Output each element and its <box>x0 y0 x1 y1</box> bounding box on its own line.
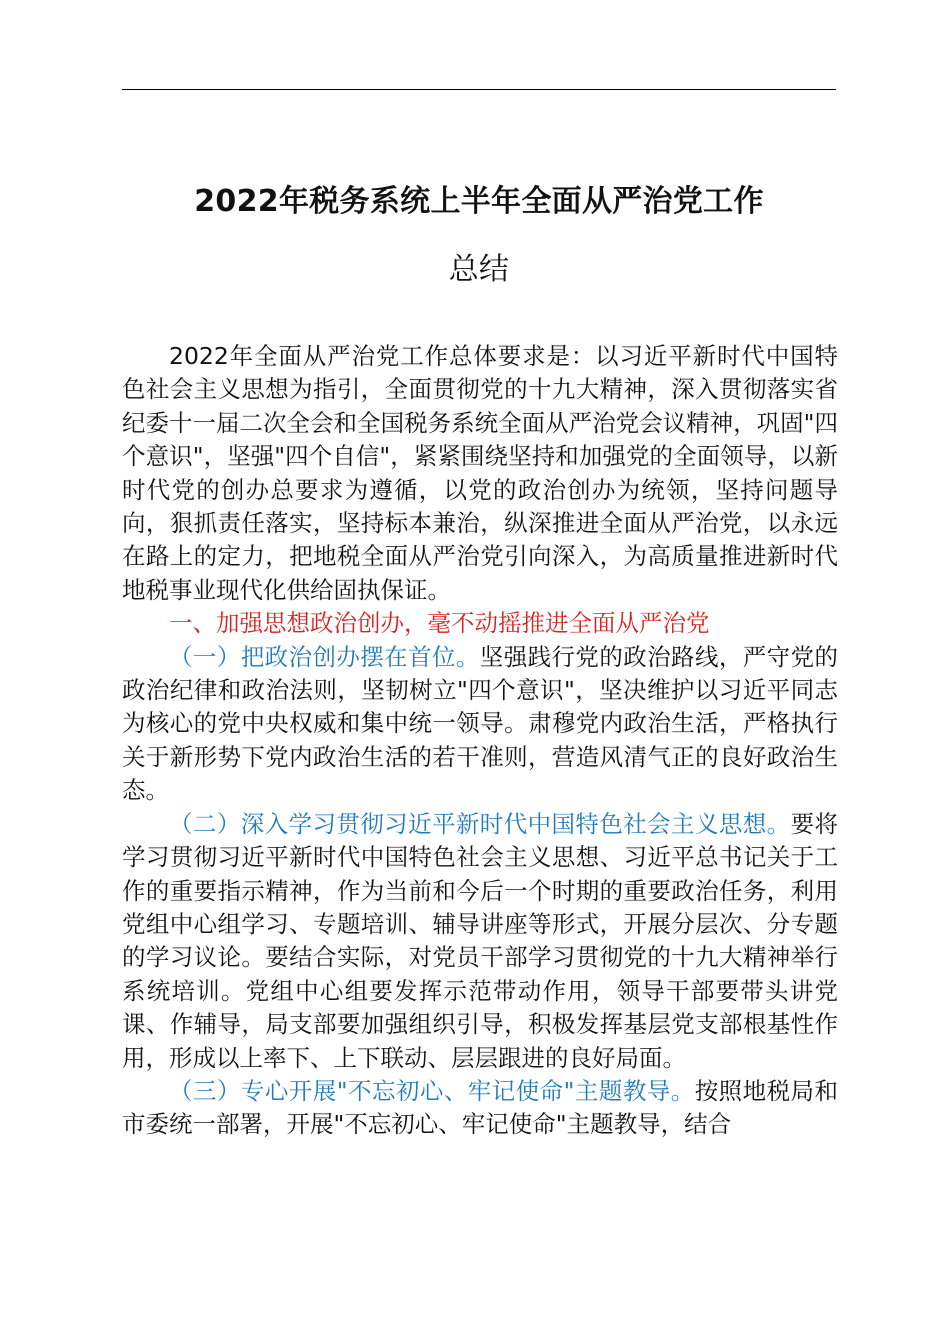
subsection-2-paragraph <box>122 808 838 1075</box>
title-line-2: 总结 <box>448 252 510 287</box>
intro-paragraph: 2022年全面从严治党工作总体要求是：以习近平新时代中国特色社会主义思想为指引，全面贯彻党的十九大精神，深入贯彻落实省纪委十一届二次全会和全国税务系统全面从严治党会议精神，巩固"四个意识"，坚强"四个自信"，紧紧围绕坚持和加强党的全面领导，以新时代党的创办总要求为遵循，以党的政治创办为统领，坚持问题导向，狠抓责任落实，坚持标本兼治，纵深推进全面从严治党，以永远在路上的定力，把地税全面从严治党引向深入，为高质量推进新时代地税事业现代化供给固执保证。 <box>122 342 838 604</box>
section-heading-1: 一、加强思想政治创办，毫不动摇推进全面从严治党 <box>169 609 710 638</box>
subsection-2-heading: （二）深入学习贯彻习近平新时代中国特色社会主义思想。 <box>169 809 791 838</box>
subsection-1-text: 坚强践行党的政治路线，严守党的政治纪律和政治法则，坚韧树立"四个意识"，坚决维护以习近平同志为核心的党中央权威和集中统一领导。肃穆党内政治生活，严格执行关于新形势下党内政治生活的若干准则，营造风清气正的良好政治生态。 <box>122 642 839 805</box>
title-line-1: 2022年税务系统上半年全面从严治党工作 <box>194 184 764 219</box>
document-body <box>122 340 838 1142</box>
subsection-1-paragraph <box>122 641 838 808</box>
subsection-3-heading: （三）专心开展"不忘初心、牢记使命"主题教导。 <box>169 1076 695 1105</box>
subsection-3-text: 按照地税局和市委统一部署，开展"不忘初心、牢记使命"主题教导，结合 <box>122 1076 839 1139</box>
subsection-1-heading: （一）把政治创办摆在首位。 <box>169 642 480 671</box>
header-rule <box>122 89 836 90</box>
document-title <box>122 172 836 300</box>
subsection-3-paragraph <box>122 1075 838 1142</box>
subsection-2-text: 要将学习贯彻习近平新时代中国特色社会主义思想、习近平总书记关于工作的重要指示精神，作为当前和今后一个时期的重要政治任务，利用党组中心组学习、专题培训、辅导讲座等形式，开展分层次、分专题的学习议论。要结合实际，对党员干部学习贯彻党的十九大精神举行系统培训。党组中心组要发挥示范带动作用，领导干部要带头讲党课、作辅导，局支部要加强组织引导，积极发挥基层党支部根基性作用，形成以上率下、上下联动、层层跟进的良好局面。 <box>122 809 839 1072</box>
